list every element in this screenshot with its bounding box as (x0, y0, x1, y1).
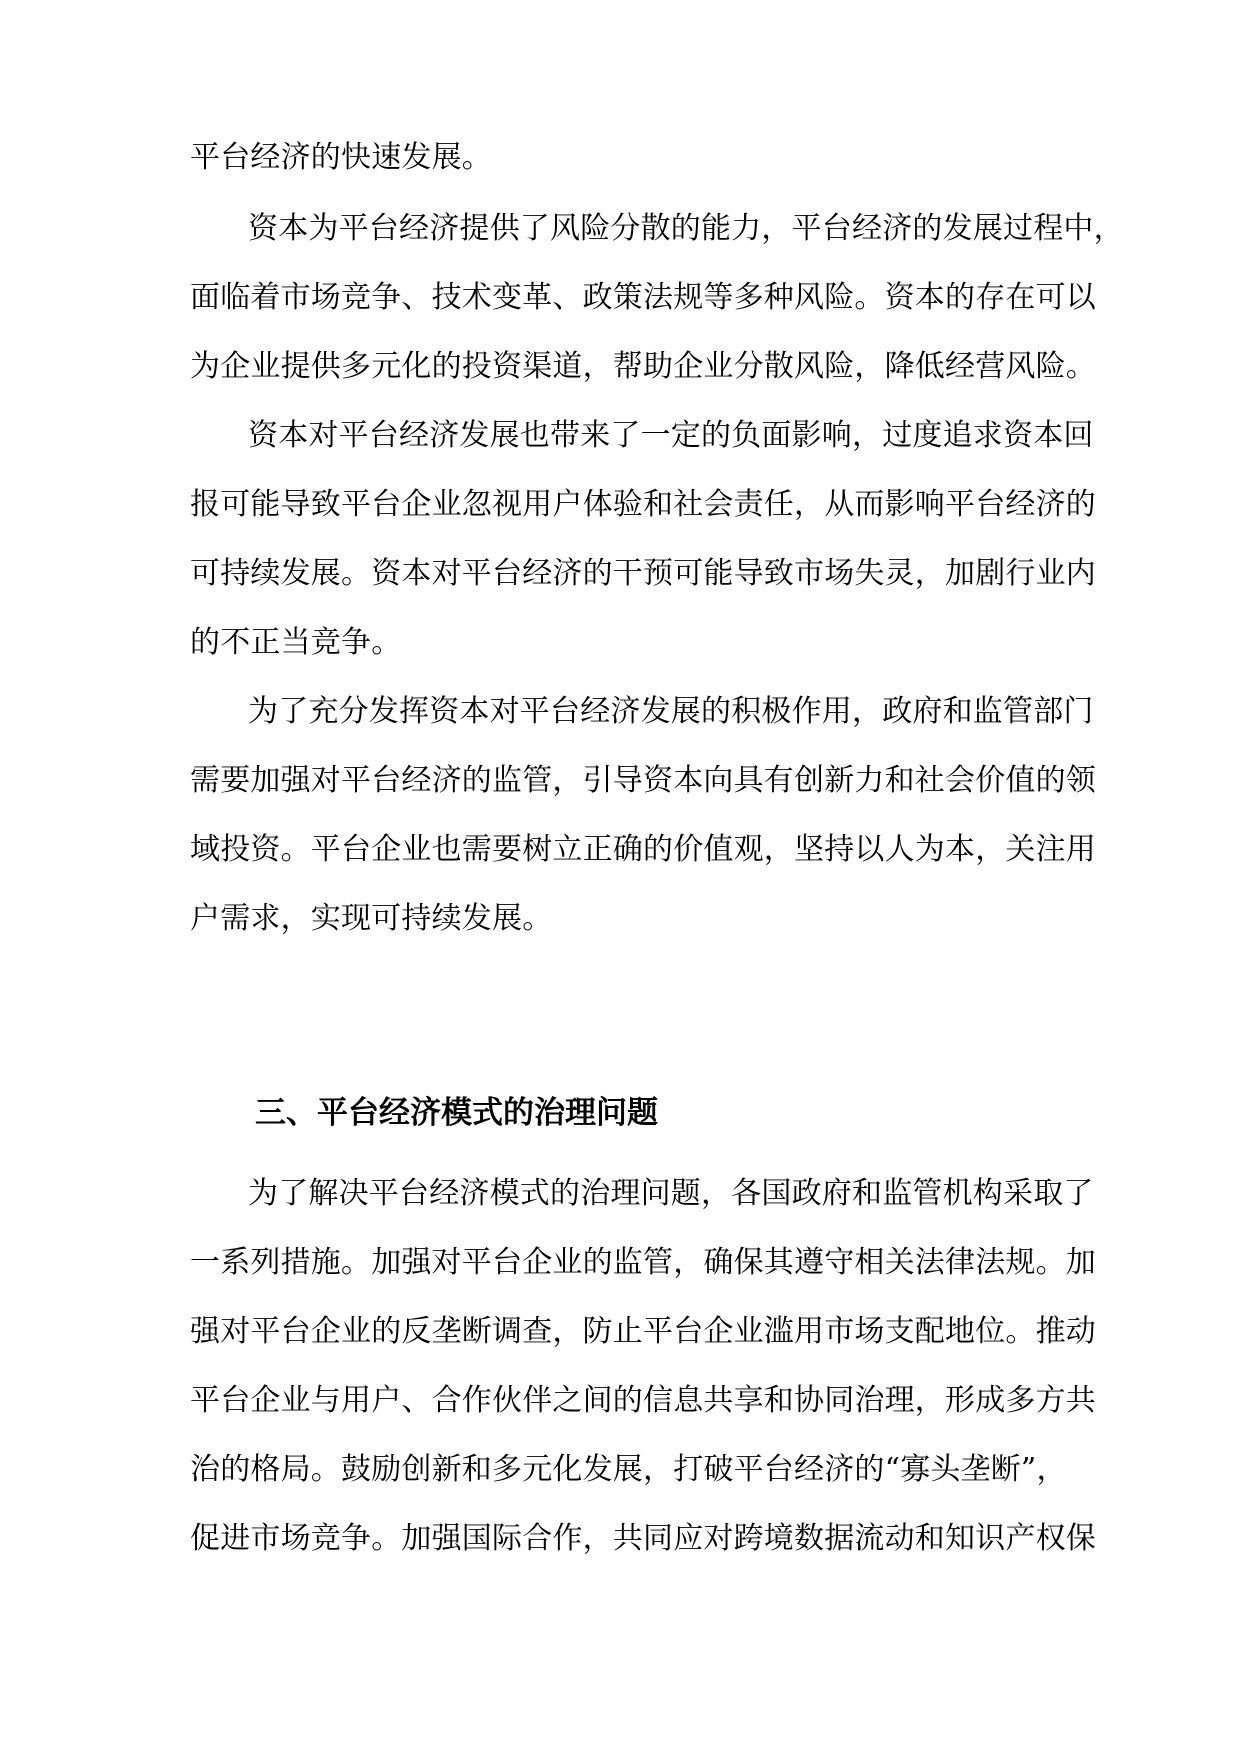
paragraph-first-line: 为了充分发挥资本对平台经济发展的积极作用，政府和监管部门 (248, 694, 1094, 729)
text-line: 户需求，实现可持续发展。 (190, 901, 553, 936)
text-line: 的不正当竞争。 (190, 625, 402, 660)
paragraph-first-line: 为了解决平台经济模式的治理问题，各国政府和监管机构采取了 (248, 1176, 1094, 1211)
text-line: 域投资。平台企业也需要树立正确的价值观，坚持以人为本，关注用 (190, 832, 1096, 867)
text-line: 面临着市场竞争、技术变革、政策法规等多种风险。资本的存在可以 (190, 280, 1096, 315)
text-line: 为企业提供多元化的投资渠道，帮助企业分散风险，降低经营风险。 (190, 349, 1096, 384)
text-line: 需要加强对平台经济的监管，引导资本向具有创新力和社会价值的领 (190, 763, 1096, 798)
text-line: 平台企业与用户、合作伙伴之间的信息共享和协同治理，形成多方共 (190, 1383, 1096, 1418)
paragraph-first-line: 资本对平台经济发展也带来了一定的负面影响，过度追求资本回 (248, 418, 1094, 453)
text-line: 一系列措施。加强对平台企业的监管，确保其遵守相关法律法规。加 (190, 1245, 1096, 1280)
text-line: 可持续发展。资本对平台经济的干预可能导致市场失灵，加剧行业内 (190, 556, 1096, 591)
text-line: 促进市场竞争。加强国际合作，共同应对跨境数据流动和知识产权保 (190, 1521, 1096, 1556)
text-line: 强对平台企业的反垄断调查，防止平台企业滥用市场支配地位。推动 (190, 1314, 1096, 1349)
paragraph-first-line: 资本为平台经济提供了风险分散的能力，平台经济的发展过程中， (248, 211, 1124, 246)
text-line: 报可能导致平台企业忽视用户体验和社会责任，从而影响平台经济的 (190, 487, 1096, 522)
section-heading: 三、平台经济模式的治理问题 (255, 1095, 658, 1131)
text-line: 平台经济的快速发展。 (190, 140, 492, 175)
text-line: 治的格局。鼓励创新和多元化发展，打破平台经济的“寡头垄断”， (190, 1452, 1067, 1487)
